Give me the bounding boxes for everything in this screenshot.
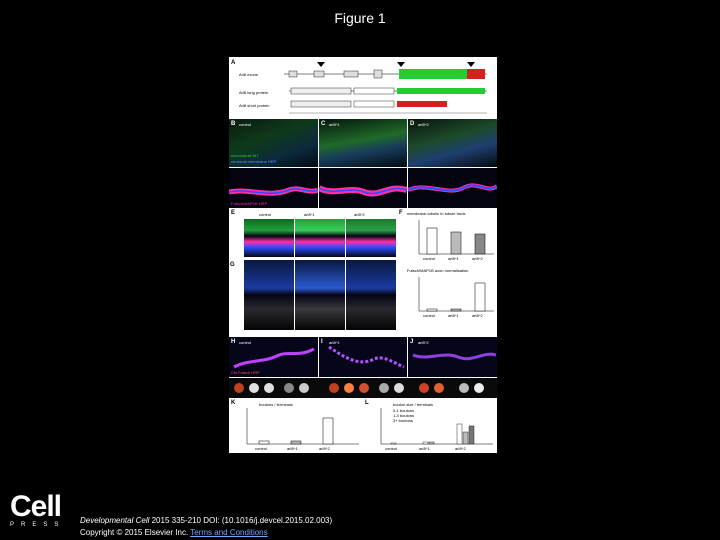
panel-k-x1: control xyxy=(255,446,268,451)
panel-g-img1 xyxy=(230,260,294,330)
row-e-label: Futsch/MAP1B HRP xyxy=(231,201,268,206)
panel-h xyxy=(229,337,318,377)
panel-label-i: I xyxy=(321,339,323,345)
panel-k-title: boutons / terminals xyxy=(259,402,293,407)
panel-f-x3: arl8^2 xyxy=(472,256,483,261)
logo-main-text: Cell xyxy=(10,490,62,523)
panel-e-2 xyxy=(319,168,407,208)
cell-press-logo xyxy=(10,490,65,528)
panel-i xyxy=(319,337,407,377)
panel-g-x1: control xyxy=(423,313,436,318)
panel-e-1 xyxy=(229,168,318,208)
copyright-line xyxy=(80,527,332,539)
logo-sub-text: PRESS xyxy=(10,522,66,528)
panel-d-title: arl8^2 xyxy=(418,122,429,127)
panel-k-x3: arl8^2 xyxy=(319,446,330,451)
panel-k-x2: arl8^1 xyxy=(287,446,298,451)
panel-g-title: Futsch/MAP1B axon normalisation xyxy=(407,268,469,273)
citation-line xyxy=(80,515,332,527)
panel-label-c: C xyxy=(321,121,326,127)
panel-d xyxy=(408,119,497,167)
panel-l-legend-1: 0-1 boutons xyxy=(393,408,415,413)
panel-l-x1: control xyxy=(385,446,398,451)
panel-label-g-img: G xyxy=(230,262,235,268)
panel-e-3 xyxy=(408,168,497,208)
panel-label-d: D xyxy=(410,121,415,127)
panel-l-x2: arl8^1 xyxy=(419,446,430,451)
panel-j xyxy=(408,337,497,377)
panel-f-title: membrane-tubulin in tubule trunk xyxy=(407,211,466,216)
panel-g-x2: arl8^1 xyxy=(448,313,459,318)
panel-c-title: arl8^1 xyxy=(329,122,340,127)
panel-b-sub1: microtubule MT xyxy=(231,153,259,158)
figure-image xyxy=(229,57,497,453)
panel-i-title: arl8^1 xyxy=(329,340,340,345)
page-title: Figure 1 xyxy=(334,10,386,26)
panel-g-img2 xyxy=(295,260,345,330)
journal-name: Developmental Cell xyxy=(80,516,150,525)
panel-l-chart xyxy=(363,400,497,453)
panel-e-img2 xyxy=(295,219,345,257)
panel-hij-insets xyxy=(229,378,497,398)
gene-diagram xyxy=(229,57,497,119)
col-arl8-1: arl8^1 xyxy=(304,212,315,217)
panel-e-img3 xyxy=(346,219,396,257)
panel-label-e: E xyxy=(231,210,236,216)
panel-f-x2: arl8^1 xyxy=(448,256,459,261)
panel-label-b: B xyxy=(231,121,236,127)
panel-label-k: K xyxy=(231,400,236,406)
citation-details: 2015 335-210 DOI: (10.1016/j.devcel.2015.02.003) xyxy=(149,516,333,525)
panel-label-l: L xyxy=(365,400,369,406)
panel-label-h: H xyxy=(231,339,236,345)
panel-e-3-axon xyxy=(408,168,497,208)
inset-strip xyxy=(229,378,497,398)
panel-a-row3-label: Arl8 short protein xyxy=(239,103,270,108)
panel-e-img1 xyxy=(244,219,294,257)
panel-c xyxy=(319,119,407,167)
panel-l-title: bouton size / terminals xyxy=(393,402,434,407)
col-arl8-2: arl8^2 xyxy=(354,212,365,217)
panel-label-f: F xyxy=(399,210,403,216)
panel-b-sub2: neuronal membrane HRP xyxy=(231,159,277,164)
copyright-text: Copyright © 2015 Elsevier Inc. xyxy=(80,528,191,537)
panel-f-x1: control xyxy=(423,256,436,261)
panel-g-img3 xyxy=(346,260,396,330)
panel-b-title: control xyxy=(239,122,252,127)
panel-j-title: arl8^2 xyxy=(418,340,429,345)
citation-block xyxy=(80,515,332,539)
panel-a-row1-label: Arl8 exons xyxy=(239,72,258,77)
panel-l-legend-3: 3+ boutons xyxy=(393,418,413,423)
panel-b xyxy=(229,119,318,167)
panel-g-x3: arl8^2 xyxy=(472,313,483,318)
panel-h-title: control xyxy=(239,340,252,345)
row-j-label: Cfc Futsch HRP xyxy=(231,370,260,375)
panel-f-chart xyxy=(399,210,497,265)
terms-link[interactable]: Terms and Conditions xyxy=(190,528,268,537)
panel-a xyxy=(229,57,497,119)
panel-label-a: A xyxy=(231,60,236,66)
panel-l-bars xyxy=(363,400,497,453)
panel-e-2-axon xyxy=(319,168,407,208)
panel-label-j: J xyxy=(410,339,414,345)
panel-l-legend-2: 1-3 boutons xyxy=(393,413,415,418)
panel-e-cols xyxy=(229,210,397,218)
panel-a-row2-label: Arl8 long protein xyxy=(239,90,269,95)
panel-k-chart xyxy=(229,400,363,453)
panel-l-x3: arl8^2 xyxy=(455,446,466,451)
col-control: control xyxy=(259,212,272,217)
panel-g-chart xyxy=(399,267,497,322)
